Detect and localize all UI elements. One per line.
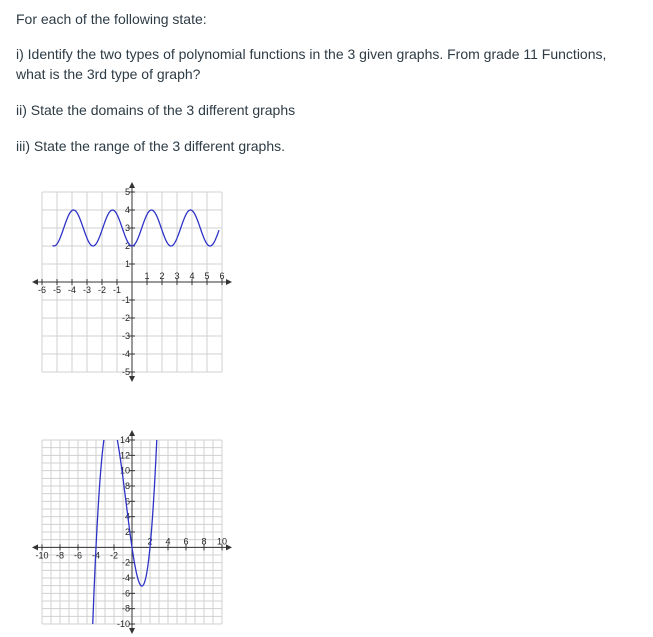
question-2: ii) State the domains of the 3 different graphs — [16, 102, 296, 118]
question-3: iii) State the range of the 3 different graphs. — [16, 138, 286, 154]
y-tick-label: -2 — [121, 313, 130, 323]
y-tick-label: 14 — [119, 435, 130, 445]
x-tick-label: 3 — [174, 271, 180, 281]
x-tick-label: -6 — [37, 285, 47, 295]
x-tick-label: -3 — [82, 285, 92, 295]
x-tick-label: 10 — [216, 536, 228, 547]
y-tick-label: -10 — [116, 619, 130, 629]
x-tick-label: 1 — [144, 271, 150, 281]
cubic-graph — [24, 430, 240, 634]
sinusoid-graph — [24, 182, 240, 382]
x-tick-label: 2 — [159, 271, 165, 281]
y-tick-label: 4 — [124, 511, 130, 522]
x-tick-label: -8 — [55, 550, 65, 561]
x-tick-label: -5 — [52, 285, 62, 295]
x-tick-label: -1 — [112, 285, 122, 295]
x-tick-label: 4 — [189, 271, 195, 281]
x-tick-label: -6 — [73, 550, 83, 561]
y-tick-label: -5 — [121, 367, 130, 377]
x-tick-label: 8 — [201, 536, 207, 547]
x-tick-label: -4 — [67, 285, 77, 295]
x-tick-label: 6 — [183, 536, 189, 547]
y-tick-label: 12 — [119, 450, 130, 461]
y-tick-label: 2 — [124, 241, 130, 251]
y-tick-label: 8 — [124, 481, 130, 491]
y-tick-label: -4 — [121, 349, 130, 359]
y-tick-label: 10 — [119, 465, 130, 476]
y-tick-label: 5 — [124, 187, 130, 197]
y-tick-label: -4 — [121, 573, 130, 583]
x-tick-label: 6 — [219, 271, 225, 281]
y-tick-label: -1 — [121, 295, 130, 305]
x-tick-label: -2 — [97, 285, 107, 295]
x-tick-label: -10 — [35, 550, 49, 561]
y-tick-label: 6 — [124, 496, 130, 507]
y-tick-label: 4 — [124, 205, 130, 215]
y-tick-label: -3 — [121, 331, 130, 341]
x-tick-label: 2 — [147, 536, 153, 547]
y-tick-label: 1 — [124, 259, 130, 269]
y-tick-label: 2 — [124, 527, 130, 537]
x-tick-label: 5 — [204, 271, 210, 281]
y-tick-label: 3 — [124, 223, 130, 233]
x-tick-label: 4 — [165, 536, 171, 547]
intro-text: For each of the following state: — [16, 11, 207, 27]
x-tick-label: -4 — [91, 550, 101, 561]
y-tick-label: -2 — [121, 557, 130, 568]
question-1: i) Identify the two types of polynomial functions in the 3 given graphs. From grade 11 Functions, what is the 3rd type of graph? — [16, 46, 607, 82]
x-axis-arrow-right — [226, 279, 232, 285]
y-tick-label: -8 — [121, 603, 130, 614]
x-tick-label: -2 — [109, 550, 119, 561]
y-tick-label: -6 — [121, 588, 130, 599]
